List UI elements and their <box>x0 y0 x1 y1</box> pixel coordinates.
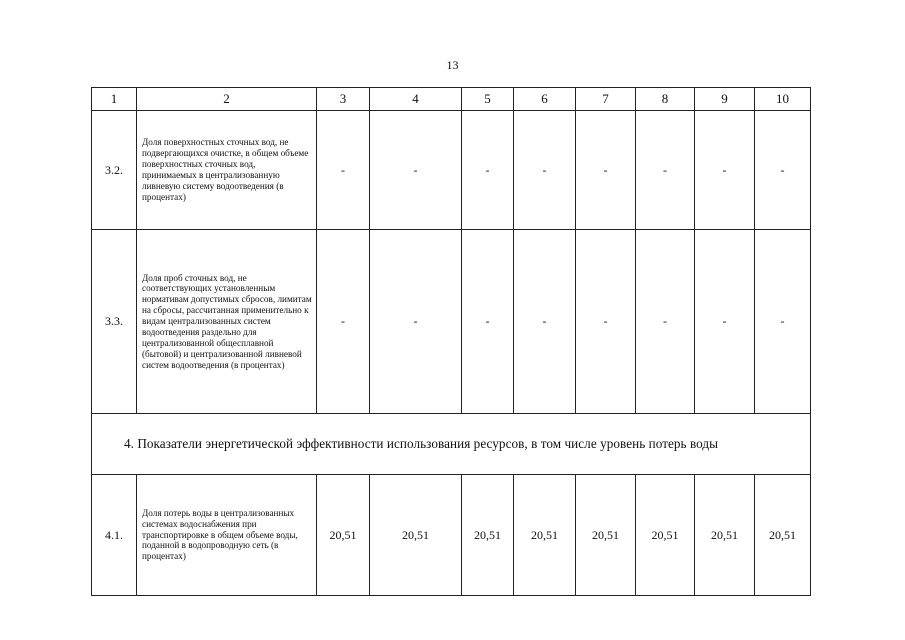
value-cell: 20,51 <box>576 475 636 596</box>
column-header: 10 <box>755 88 811 111</box>
row-description: Доля проб сточных вод, не соответствующих установленным нормативам допустимых сбросов, лимитам на сбросы, рассчитанная применительно к видам централизованных систем водоотведения раздельно для централизованной общесплавной (бытовой) и централизованной ливневой систем водоотведения (в процентах) <box>137 230 317 414</box>
value-cell: 20,51 <box>755 475 811 596</box>
value-cell: 20,51 <box>370 475 462 596</box>
page-number: 13 <box>446 58 459 72</box>
column-header: 5 <box>462 88 514 111</box>
value-cell: - <box>576 230 636 414</box>
value-cell: - <box>370 111 462 230</box>
table-row <box>92 230 811 414</box>
section-title: 4. Показатели энергетической эффективности использования ресурсов, в том числе уровень потерь воды <box>92 414 811 475</box>
column-header: 7 <box>576 88 636 111</box>
indicators-table <box>91 87 811 596</box>
value-cell: 20,51 <box>695 475 755 596</box>
column-header: 8 <box>636 88 695 111</box>
value-cell: - <box>695 230 755 414</box>
value-cell: - <box>755 230 811 414</box>
value-cell: 20,51 <box>317 475 370 596</box>
value-cell: - <box>462 111 514 230</box>
value-cell: - <box>695 111 755 230</box>
column-header: 6 <box>514 88 576 111</box>
table-header-row <box>92 88 811 111</box>
column-header: 2 <box>137 88 317 111</box>
table-row <box>92 111 811 230</box>
value-cell: - <box>636 111 695 230</box>
value-cell: - <box>462 230 514 414</box>
column-header: 1 <box>92 88 137 111</box>
row-number: 3.2. <box>92 111 137 230</box>
value-cell: - <box>636 230 695 414</box>
value-cell: - <box>755 111 811 230</box>
value-cell: - <box>317 230 370 414</box>
table-row <box>92 475 811 596</box>
value-cell: - <box>317 111 370 230</box>
section-row <box>92 414 811 475</box>
value-cell: 20,51 <box>636 475 695 596</box>
column-header: 9 <box>695 88 755 111</box>
row-number: 4.1. <box>92 475 137 596</box>
column-header: 4 <box>370 88 462 111</box>
value-cell: - <box>370 230 462 414</box>
row-number: 3.3. <box>92 230 137 414</box>
value-cell: - <box>514 230 576 414</box>
value-cell: 20,51 <box>462 475 514 596</box>
column-header: 3 <box>317 88 370 111</box>
row-description: Доля поверхностных сточных вод, не подвергающихся очистке, в общем объеме поверхностных сточных вод, принимаемых в централизованную ливневую систему водоотведения (в процентах) <box>137 111 317 230</box>
value-cell: 20,51 <box>514 475 576 596</box>
value-cell: - <box>576 111 636 230</box>
value-cell: - <box>514 111 576 230</box>
row-description: Доля потерь воды в централизованных системах водоснабжения при транспортировке в общем объеме воды, поданной в водопроводную сеть (в процентах) <box>137 475 317 596</box>
